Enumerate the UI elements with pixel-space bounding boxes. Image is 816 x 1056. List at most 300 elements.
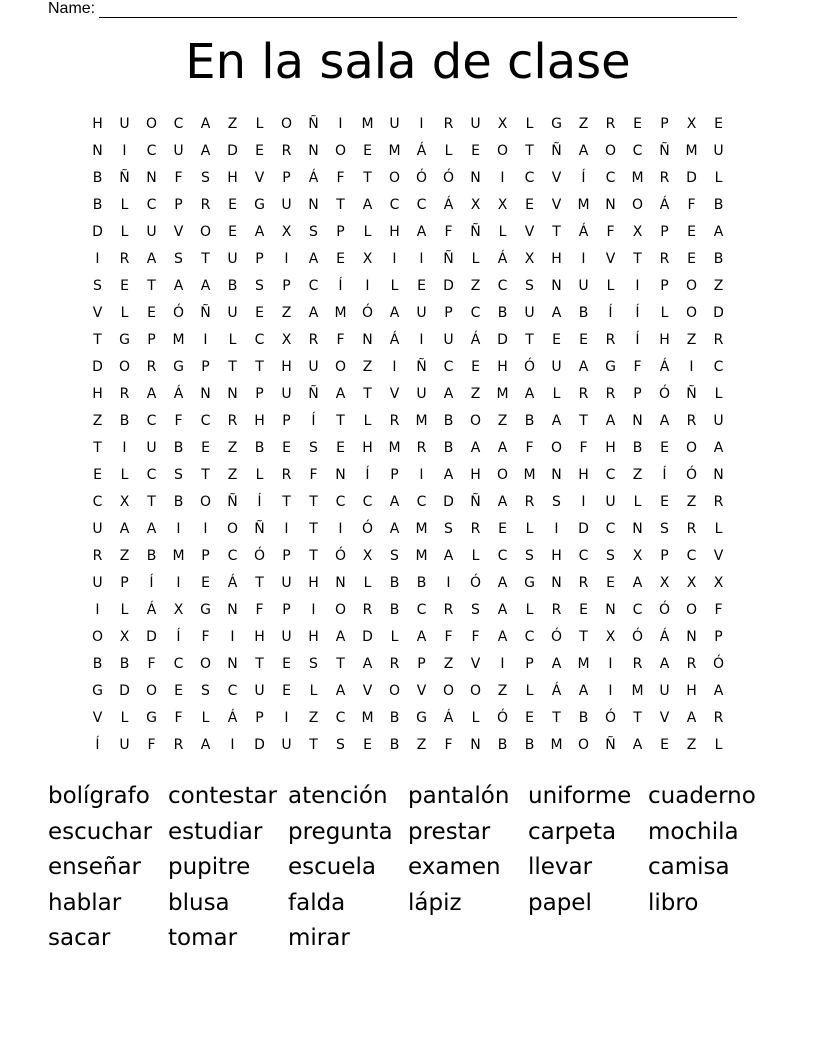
grid-cell: S	[660, 521, 669, 537]
grid-cell: O	[91, 629, 104, 645]
grid-cell: U	[146, 440, 157, 456]
grid-cell: I	[95, 251, 100, 267]
grid-cell: O	[685, 602, 698, 618]
grid-cell: L	[714, 737, 723, 753]
grid-cell: H	[227, 170, 238, 186]
grid-cell: A	[659, 656, 670, 672]
grid-cell: P	[201, 359, 210, 375]
grid-cell: P	[660, 224, 669, 240]
grid-cell: H	[470, 467, 481, 483]
grid-cell: M	[685, 143, 698, 159]
grid-cell: I	[635, 278, 640, 294]
grid-cell: O	[334, 143, 347, 159]
grid-cell: E	[579, 332, 588, 348]
grid-cell: X	[713, 575, 724, 591]
grid-cell: L	[120, 602, 129, 618]
grid-cell: Ó	[469, 575, 482, 591]
grid-cell: X	[470, 197, 481, 213]
grid-cell: U	[281, 197, 292, 213]
grid-cell: P	[444, 305, 453, 321]
grid-cell: R	[119, 251, 130, 267]
grid-cell: R	[524, 494, 535, 510]
grid-cell: O	[469, 683, 482, 699]
grid-cell: C	[92, 494, 103, 510]
grid-cell: Í	[635, 332, 640, 348]
grid-cell: Í	[257, 494, 262, 510]
grid-cell: E	[714, 116, 723, 132]
grid-cell: L	[606, 278, 615, 294]
grid-cell: M	[415, 548, 428, 564]
grid-cell: Ñ	[227, 494, 238, 510]
grid-row	[84, 574, 732, 601]
grid-cell: I	[203, 521, 208, 537]
grid-cell: Ó	[361, 521, 374, 537]
word-bank-item: sacar	[48, 925, 111, 951]
grid-cell: P	[660, 116, 669, 132]
grid-cell: O	[388, 683, 401, 699]
grid-cell: T	[552, 710, 561, 726]
grid-cell: O	[118, 359, 131, 375]
grid-cell: C	[146, 197, 157, 213]
grid-cell: I	[338, 521, 343, 537]
grid-cell: X	[497, 116, 508, 132]
grid-row	[84, 304, 732, 331]
grid-cell: I	[392, 359, 397, 375]
grid-cell: N	[632, 413, 643, 429]
grid-cell: Z	[578, 116, 589, 132]
grid-row	[84, 520, 732, 547]
grid-cell: B	[92, 656, 103, 672]
grid-cell: D	[713, 305, 724, 321]
grid-cell: O	[469, 413, 482, 429]
grid-cell: I	[122, 440, 127, 456]
word-bank-item: bolígrafo	[48, 783, 150, 809]
grid-cell: A	[362, 656, 373, 672]
grid-row	[84, 709, 732, 736]
grid-row	[84, 115, 732, 142]
grid-cell: O	[199, 656, 212, 672]
grid-cell: Ñ	[470, 224, 481, 240]
grid-cell: L	[660, 305, 669, 321]
grid-cell: M	[388, 440, 401, 456]
grid-cell: D	[443, 278, 454, 294]
grid-cell: U	[227, 305, 238, 321]
grid-cell: I	[176, 575, 181, 591]
grid-row	[84, 223, 732, 250]
word-bank-item: mirar	[288, 925, 350, 951]
grid-row	[84, 628, 732, 655]
grid-cell: V	[470, 656, 481, 672]
grid-cell: Ó	[334, 548, 347, 564]
grid-cell: L	[390, 278, 399, 294]
grid-cell: Ñ	[308, 386, 319, 402]
grid-cell: O	[334, 359, 347, 375]
grid-cell: E	[201, 575, 210, 591]
grid-cell: S	[174, 467, 183, 483]
grid-cell: U	[254, 683, 265, 699]
grid-cell: A	[686, 710, 697, 726]
grid-cell: B	[443, 413, 454, 429]
grid-cell: T	[93, 332, 102, 348]
grid-cell: G	[551, 116, 562, 132]
grid-cell: A	[173, 278, 184, 294]
word-bank-item: prestar	[408, 818, 491, 845]
grid-cell: B	[578, 305, 589, 321]
grid-cell: P	[714, 629, 723, 645]
grid-row	[84, 196, 732, 223]
grid-cell: U	[281, 386, 292, 402]
word-bank-item: uniforme	[528, 783, 632, 809]
grid-cell: U	[659, 683, 670, 699]
grid-cell: E	[120, 278, 129, 294]
grid-cell: A	[497, 440, 508, 456]
grid-cell: C	[389, 197, 400, 213]
grid-cell: H	[362, 440, 373, 456]
grid-cell: V	[254, 170, 265, 186]
grid-cell: L	[390, 629, 399, 645]
grid-cell: I	[446, 575, 451, 591]
grid-cell: Á	[416, 143, 427, 159]
grid-cell: T	[255, 359, 264, 375]
grid-row	[84, 655, 732, 682]
grid-cell: A	[497, 629, 508, 645]
grid-cell: P	[201, 548, 210, 564]
grid-cell: C	[605, 521, 616, 537]
grid-cell: A	[362, 197, 373, 213]
grid-cell: S	[174, 251, 183, 267]
grid-cell: Z	[497, 413, 508, 429]
grid-cell: Ñ	[308, 116, 319, 132]
grid-cell: O	[145, 116, 158, 132]
grid-cell: A	[524, 386, 535, 402]
grid-cell: Í	[338, 278, 343, 294]
grid-cell: A	[200, 278, 211, 294]
grid-cell: Ñ	[200, 305, 211, 321]
grid-cell: T	[633, 251, 642, 267]
grid-cell: S	[336, 737, 345, 753]
grid-cell: X	[632, 224, 643, 240]
grid-cell: L	[471, 548, 480, 564]
word-bank-item: llevar	[528, 854, 593, 880]
grid-cell: L	[363, 575, 372, 591]
grid-cell: C	[686, 548, 697, 564]
grid-cell: A	[578, 683, 589, 699]
grid-cell: D	[92, 224, 103, 240]
grid-cell: Z	[227, 467, 238, 483]
grid-cell: Ó	[496, 710, 509, 726]
word-bank-item: escuchar	[48, 818, 153, 845]
grid-cell: E	[660, 494, 669, 510]
grid-cell: C	[497, 548, 508, 564]
grid-cell: M	[361, 116, 374, 132]
grid-cell: I	[122, 143, 127, 159]
grid-cell: N	[470, 170, 481, 186]
grid-cell: X	[119, 494, 130, 510]
grid-cell: E	[660, 737, 669, 753]
grid-cell: M	[172, 332, 185, 348]
grid-cell: O	[604, 143, 617, 159]
word-bank-item: atención	[288, 783, 388, 809]
grid-cell: A	[470, 440, 481, 456]
grid-cell: E	[336, 440, 345, 456]
grid-cell: B	[632, 440, 643, 456]
grid-cell: E	[579, 602, 588, 618]
grid-cell: Í	[311, 413, 316, 429]
grid-cell: Á	[146, 602, 157, 618]
grid-cell: S	[309, 224, 318, 240]
grid-cell: V	[524, 224, 535, 240]
grid-cell: I	[338, 116, 343, 132]
grid-cell: L	[120, 224, 129, 240]
grid-cell: H	[281, 359, 292, 375]
grid-cell: A	[146, 386, 157, 402]
grid-cell: Z	[362, 359, 373, 375]
grid-cell: A	[713, 224, 724, 240]
grid-cell: Ó	[415, 170, 428, 186]
grid-cell: O	[199, 224, 212, 240]
grid-cell: C	[470, 305, 481, 321]
grid-cell: Í	[176, 629, 181, 645]
grid-cell: O	[685, 278, 698, 294]
grid-cell: L	[471, 710, 480, 726]
grid-cell: A	[389, 494, 400, 510]
grid-cell: X	[605, 629, 616, 645]
grid-cell: I	[284, 521, 289, 537]
grid-cell: O	[442, 683, 455, 699]
grid-cell: A	[578, 143, 589, 159]
grid-row	[84, 250, 732, 277]
grid-cell: B	[119, 413, 130, 429]
grid-cell: L	[525, 116, 534, 132]
grid-cell: D	[686, 170, 697, 186]
word-bank-item: examen	[408, 854, 501, 880]
grid-cell: L	[714, 170, 723, 186]
grid-cell: I	[554, 521, 559, 537]
grid-cell: E	[255, 305, 264, 321]
grid-cell: G	[119, 332, 130, 348]
grid-cell: A	[632, 575, 643, 591]
grid-cell: F	[255, 602, 264, 618]
name-field	[48, 0, 737, 18]
grid-cell: P	[255, 710, 264, 726]
grid-cell: T	[579, 629, 588, 645]
grid-cell: B	[713, 251, 724, 267]
word-bank-item: cuaderno	[648, 783, 756, 809]
grid-cell: R	[443, 116, 454, 132]
grid-cell: R	[605, 386, 616, 402]
grid-cell: A	[443, 386, 454, 402]
grid-cell: Í	[635, 305, 640, 321]
grid-cell: I	[311, 602, 316, 618]
grid-cell: B	[713, 197, 724, 213]
grid-cell: A	[119, 521, 130, 537]
grid-cell: T	[228, 359, 237, 375]
grid-cell: I	[176, 521, 181, 537]
word-search-grid	[84, 115, 732, 763]
grid-cell: N	[551, 467, 562, 483]
grid-cell: Z	[686, 737, 697, 753]
grid-cell: S	[471, 602, 480, 618]
grid-cell: I	[230, 629, 235, 645]
grid-cell: S	[552, 494, 561, 510]
grid-cell: V	[605, 251, 616, 267]
grid-cell: F	[201, 629, 210, 645]
grid-cell: C	[416, 197, 427, 213]
grid-row	[84, 277, 732, 304]
grid-cell: E	[687, 224, 696, 240]
grid-cell: Ñ	[416, 359, 427, 375]
grid-cell: P	[390, 467, 399, 483]
grid-cell: N	[227, 386, 238, 402]
name-label: Name:	[48, 0, 96, 17]
grid-cell: I	[419, 467, 424, 483]
grid-cell: O	[550, 440, 563, 456]
grid-cell: S	[309, 440, 318, 456]
grid-cell: C	[146, 143, 157, 159]
grid-row	[84, 682, 732, 709]
grid-cell: U	[119, 737, 130, 753]
grid-cell: Ñ	[443, 251, 454, 267]
grid-cell: I	[500, 656, 505, 672]
grid-cell: E	[228, 197, 237, 213]
grid-cell: U	[470, 116, 481, 132]
grid-cell: C	[254, 332, 265, 348]
grid-cell: C	[173, 656, 184, 672]
grid-cell: A	[551, 305, 562, 321]
grid-cell: M	[415, 413, 428, 429]
grid-cell: G	[173, 359, 184, 375]
grid-cell: Ó	[550, 629, 563, 645]
grid-cell: Ñ	[686, 386, 697, 402]
grid-cell: A	[416, 629, 427, 645]
grid-cell: X	[497, 197, 508, 213]
grid-cell: H	[389, 224, 400, 240]
grid-row	[84, 358, 732, 385]
grid-cell: E	[525, 197, 534, 213]
grid-cell: V	[551, 197, 562, 213]
grid-cell: T	[147, 494, 156, 510]
grid-cell: Ó	[604, 710, 617, 726]
grid-cell: L	[309, 683, 318, 699]
grid-cell: Á	[443, 197, 454, 213]
grid-cell: Á	[308, 170, 319, 186]
word-bank-item: tomar	[168, 925, 238, 951]
grid-cell: E	[471, 359, 480, 375]
grid-cell: P	[255, 251, 264, 267]
grid-cell: P	[282, 413, 291, 429]
grid-cell: F	[309, 467, 318, 483]
grid-cell: D	[578, 521, 589, 537]
grid-cell: P	[282, 170, 291, 186]
grid-cell: L	[471, 251, 480, 267]
grid-cell: E	[174, 683, 183, 699]
grid-cell: F	[579, 440, 588, 456]
grid-cell: T	[525, 332, 534, 348]
grid-cell: N	[227, 656, 238, 672]
grid-cell: I	[608, 683, 613, 699]
grid-cell: S	[606, 548, 615, 564]
grid-cell: Z	[632, 467, 643, 483]
grid-cell: B	[416, 575, 427, 591]
grid-cell: P	[417, 656, 426, 672]
grid-cell: D	[497, 332, 508, 348]
grid-cell: E	[417, 278, 426, 294]
grid-cell: X	[632, 548, 643, 564]
grid-row	[84, 736, 732, 763]
grid-cell: C	[308, 278, 319, 294]
grid-cell: B	[497, 305, 508, 321]
grid-cell: X	[362, 548, 373, 564]
grid-cell: F	[444, 224, 453, 240]
grid-cell: Ñ	[254, 521, 265, 537]
grid-cell: Í	[662, 467, 667, 483]
grid-cell: V	[551, 170, 562, 186]
grid-cell: F	[471, 629, 480, 645]
grid-cell: E	[282, 656, 291, 672]
grid-cell: R	[659, 170, 670, 186]
grid-row	[84, 601, 732, 628]
grid-cell: Ó	[172, 305, 185, 321]
grid-cell: R	[578, 575, 589, 591]
grid-cell: F	[147, 737, 156, 753]
grid-cell: Z	[281, 305, 292, 321]
grid-cell: Á	[551, 683, 562, 699]
grid-cell: U	[227, 251, 238, 267]
grid-cell: A	[308, 305, 319, 321]
grid-cell: E	[660, 440, 669, 456]
grid-cell: I	[284, 251, 289, 267]
grid-cell: C	[227, 683, 238, 699]
grid-cell: G	[524, 575, 535, 591]
grid-cell: E	[363, 143, 372, 159]
grid-cell: L	[444, 143, 453, 159]
grid-cell: I	[95, 602, 100, 618]
grid-cell: M	[631, 170, 644, 186]
word-bank-item: estudiar	[168, 818, 263, 845]
grid-cell: Z	[686, 332, 697, 348]
grid-cell: E	[282, 683, 291, 699]
grid-cell: E	[471, 143, 480, 159]
grid-cell: Í	[608, 305, 613, 321]
grid-cell: N	[227, 602, 238, 618]
grid-cell: O	[631, 197, 644, 213]
grid-cell: L	[525, 683, 534, 699]
grid-cell: B	[389, 575, 400, 591]
grid-row	[84, 169, 732, 196]
grid-cell: D	[443, 494, 454, 510]
grid-cell: R	[281, 467, 292, 483]
grid-cell: O	[685, 440, 698, 456]
grid-cell: Ñ	[659, 143, 670, 159]
grid-cell: E	[525, 710, 534, 726]
grid-cell: E	[336, 251, 345, 267]
grid-cell: N	[362, 332, 373, 348]
grid-cell: U	[524, 305, 535, 321]
grid-cell: T	[579, 413, 588, 429]
grid-cell: B	[119, 656, 130, 672]
grid-cell: Á	[443, 710, 454, 726]
grid-cell: M	[361, 710, 374, 726]
grid-cell: N	[308, 143, 319, 159]
grid-cell: G	[254, 197, 265, 213]
grid-cell: R	[443, 602, 454, 618]
grid-cell: A	[200, 116, 211, 132]
grid-cell: P	[336, 224, 345, 240]
word-bank-item: falda	[288, 889, 346, 916]
grid-cell: Ó	[361, 305, 374, 321]
grid-cell: T	[363, 386, 372, 402]
grid-cell: E	[201, 440, 210, 456]
